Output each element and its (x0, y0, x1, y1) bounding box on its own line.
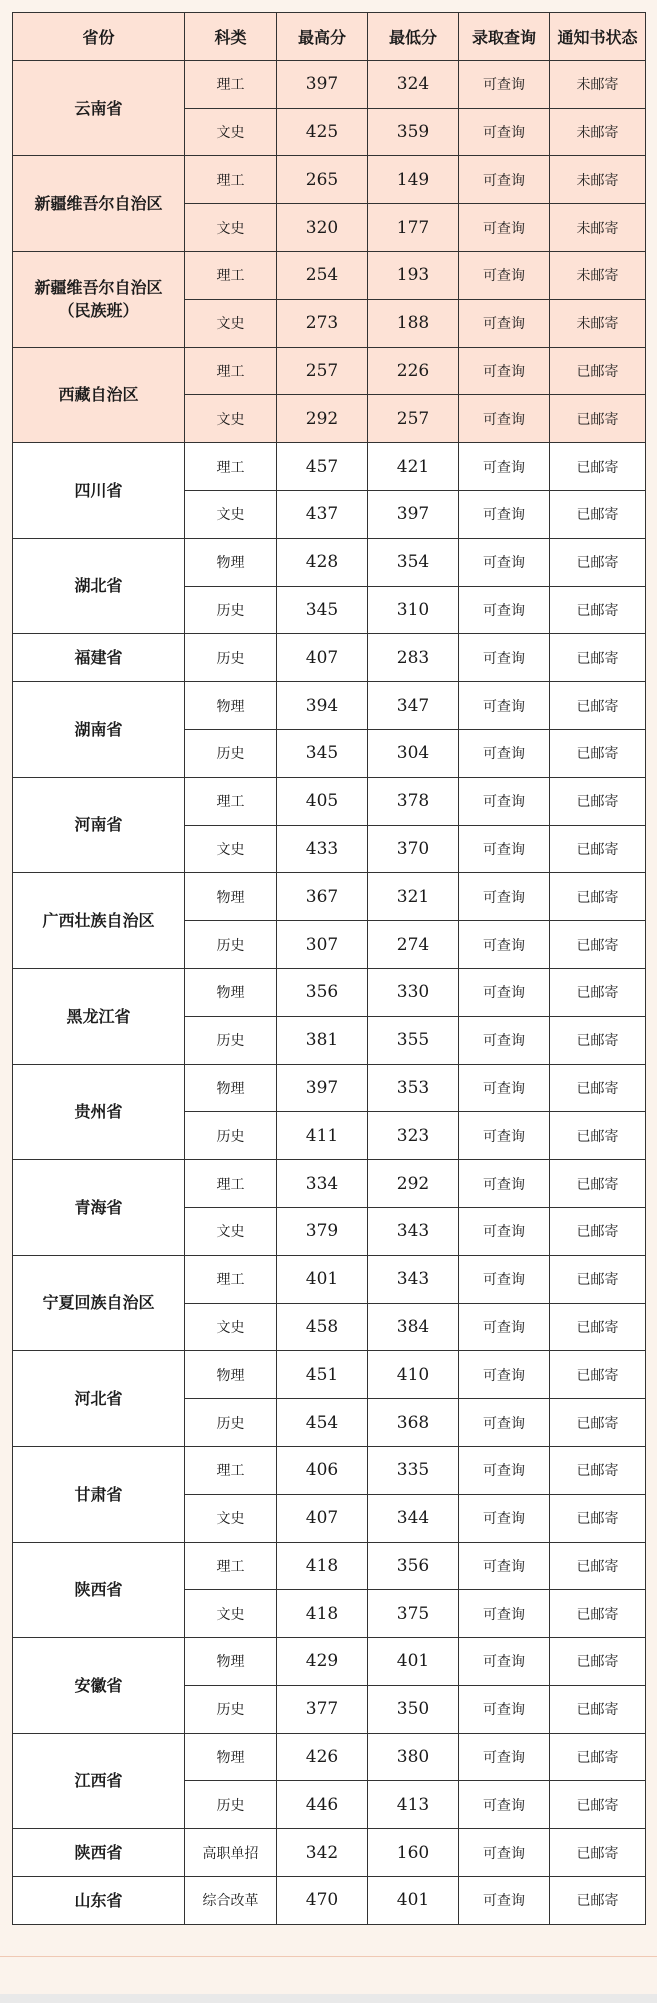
admission-query-cell: 可查询 (459, 1877, 550, 1925)
subject-cell: 理工 (185, 60, 277, 108)
notice-status-cell: 已邮寄 (550, 1781, 646, 1829)
min-score-cell: 226 (368, 347, 459, 395)
province-name-line: 福建省 (74, 648, 123, 668)
notice-status-cell: 未邮寄 (550, 60, 646, 108)
table-row (13, 156, 646, 204)
min-score-cell: 410 (368, 1351, 459, 1399)
subject-cell: 物理 (185, 1638, 277, 1686)
min-score-cell: 323 (368, 1112, 459, 1160)
admission-query-cell: 可查询 (459, 1112, 550, 1160)
table-header-row (13, 13, 646, 61)
subject-cell: 历史 (185, 729, 277, 777)
subject-cell: 物理 (185, 1064, 277, 1112)
subject-cell: 理工 (185, 156, 277, 204)
min-score-cell: 384 (368, 1303, 459, 1351)
notice-status-cell: 已邮寄 (550, 1351, 646, 1399)
subject-cell: 文史 (185, 1494, 277, 1542)
subject-cell: 理工 (185, 1542, 277, 1590)
subject-cell: 文史 (185, 825, 277, 873)
min-score-cell: 343 (368, 1207, 459, 1255)
province-cell (13, 1733, 185, 1829)
header-province: 省份 (13, 13, 185, 61)
notice-status-cell: 未邮寄 (550, 108, 646, 156)
notice-status-cell: 已邮寄 (550, 921, 646, 969)
min-score-cell: 324 (368, 60, 459, 108)
min-score-cell: 310 (368, 586, 459, 634)
min-score-cell: 368 (368, 1399, 459, 1447)
admission-query-cell: 可查询 (459, 921, 550, 969)
admission-query-cell: 可查询 (459, 1542, 550, 1590)
notice-status-cell: 已邮寄 (550, 1685, 646, 1733)
province-cell (13, 968, 185, 1064)
min-score-cell: 355 (368, 1016, 459, 1064)
admission-query-cell: 可查询 (459, 1446, 550, 1494)
province-name-line: 贵州省 (74, 1102, 123, 1122)
footer-divider (0, 1956, 657, 1957)
admission-query-cell: 可查询 (459, 1685, 550, 1733)
bottom-strip (0, 1994, 657, 2003)
subject-cell: 文史 (185, 299, 277, 347)
province-name-line: 河南省 (74, 815, 123, 835)
province-name-line: 黑龙江省 (66, 1006, 131, 1026)
subject-cell: 理工 (185, 251, 277, 299)
max-score-cell: 407 (277, 634, 368, 682)
province-name-line: 甘肃省 (74, 1484, 123, 1504)
max-score-cell: 418 (277, 1590, 368, 1638)
min-score-cell: 330 (368, 968, 459, 1016)
province-name-line: 广西壮族自治区 (42, 911, 155, 931)
table-row (13, 968, 646, 1016)
admission-query-cell: 可查询 (459, 443, 550, 491)
min-score-cell: 257 (368, 395, 459, 443)
subject-cell: 历史 (185, 1399, 277, 1447)
notice-status-cell: 已邮寄 (550, 825, 646, 873)
province-name-line: 新疆维吾尔自治区 (34, 194, 163, 214)
notice-status-cell: 未邮寄 (550, 251, 646, 299)
min-score-cell: 413 (368, 1781, 459, 1829)
province-cell (13, 1877, 185, 1925)
subject-cell: 文史 (185, 204, 277, 252)
min-score-cell: 335 (368, 1446, 459, 1494)
min-score-cell: 193 (368, 251, 459, 299)
admission-query-cell: 可查询 (459, 60, 550, 108)
province-name-line: 河北省 (74, 1389, 123, 1409)
admission-query-cell: 可查询 (459, 1160, 550, 1208)
province-name-line: 西藏自治区 (58, 385, 139, 405)
notice-status-cell: 未邮寄 (550, 156, 646, 204)
subject-cell: 理工 (185, 443, 277, 491)
notice-status-cell: 已邮寄 (550, 1542, 646, 1590)
table-row (13, 1446, 646, 1494)
province-cell (13, 1638, 185, 1734)
max-score-cell: 334 (277, 1160, 368, 1208)
table-row (13, 538, 646, 586)
header-admission-query: 录取查询 (459, 13, 550, 61)
min-score-cell: 292 (368, 1160, 459, 1208)
province-name-line: 陕西省 (74, 1580, 123, 1600)
max-score-cell: 405 (277, 777, 368, 825)
min-score-cell: 160 (368, 1829, 459, 1877)
max-score-cell: 257 (277, 347, 368, 395)
notice-status-cell: 已邮寄 (550, 1207, 646, 1255)
province-cell (13, 251, 185, 347)
notice-status-cell: 已邮寄 (550, 1064, 646, 1112)
min-score-cell: 177 (368, 204, 459, 252)
table-row (13, 873, 646, 921)
max-score-cell: 273 (277, 299, 368, 347)
notice-status-cell: 已邮寄 (550, 490, 646, 538)
max-score-cell: 307 (277, 921, 368, 969)
province-name-line: 湖南省 (74, 719, 123, 739)
subject-cell: 高职单招 (185, 1829, 277, 1877)
notice-status-cell: 已邮寄 (550, 1255, 646, 1303)
province-name-line: 新疆维吾尔自治区 (34, 278, 163, 298)
table-row (13, 682, 646, 730)
notice-status-cell: 已邮寄 (550, 1877, 646, 1925)
subject-cell: 历史 (185, 1685, 277, 1733)
min-score-cell: 353 (368, 1064, 459, 1112)
notice-status-cell: 已邮寄 (550, 1494, 646, 1542)
max-score-cell: 446 (277, 1781, 368, 1829)
max-score-cell: 254 (277, 251, 368, 299)
admission-query-cell: 可查询 (459, 682, 550, 730)
admission-query-cell: 可查询 (459, 538, 550, 586)
header-notice-status: 通知书状态 (550, 13, 646, 61)
subject-cell: 文史 (185, 108, 277, 156)
notice-status-cell: 已邮寄 (550, 1112, 646, 1160)
min-score-cell: 356 (368, 1542, 459, 1590)
subject-cell: 文史 (185, 1207, 277, 1255)
table-row (13, 1733, 646, 1781)
subject-cell: 理工 (185, 1446, 277, 1494)
max-score-cell: 320 (277, 204, 368, 252)
min-score-cell: 343 (368, 1255, 459, 1303)
admission-query-cell: 可查询 (459, 1303, 550, 1351)
max-score-cell: 470 (277, 1877, 368, 1925)
admission-query-cell: 可查询 (459, 1590, 550, 1638)
max-score-cell: 406 (277, 1446, 368, 1494)
province-cell (13, 347, 185, 443)
notice-status-cell: 已邮寄 (550, 1399, 646, 1447)
subject-cell: 理工 (185, 1160, 277, 1208)
subject-cell: 理工 (185, 1255, 277, 1303)
notice-status-cell: 已邮寄 (550, 1446, 646, 1494)
admission-query-cell: 可查询 (459, 1351, 550, 1399)
min-score-cell: 421 (368, 443, 459, 491)
max-score-cell: 437 (277, 490, 368, 538)
admission-query-cell: 可查询 (459, 1016, 550, 1064)
subject-cell: 物理 (185, 1733, 277, 1781)
subject-cell: 物理 (185, 682, 277, 730)
min-score-cell: 149 (368, 156, 459, 204)
subject-cell: 文史 (185, 1590, 277, 1638)
subject-cell: 理工 (185, 777, 277, 825)
province-name-line: 云南省 (74, 98, 123, 118)
max-score-cell: 433 (277, 825, 368, 873)
table-row (13, 251, 646, 299)
notice-status-cell: 已邮寄 (550, 347, 646, 395)
table-row (13, 634, 646, 682)
max-score-cell: 356 (277, 968, 368, 1016)
admission-query-cell: 可查询 (459, 299, 550, 347)
notice-status-cell: 已邮寄 (550, 586, 646, 634)
province-cell (13, 873, 185, 969)
notice-status-cell: 已邮寄 (550, 538, 646, 586)
province-cell (13, 443, 185, 539)
admission-query-cell: 可查询 (459, 586, 550, 634)
table-row (13, 1877, 646, 1925)
max-score-cell: 429 (277, 1638, 368, 1686)
admission-query-cell: 可查询 (459, 1399, 550, 1447)
admission-query-cell: 可查询 (459, 825, 550, 873)
max-score-cell: 397 (277, 1064, 368, 1112)
header-max-score: 最高分 (277, 13, 368, 61)
table-row (13, 60, 646, 108)
admission-scores-table-wrap (12, 12, 645, 1925)
province-cell (13, 634, 185, 682)
admission-query-cell: 可查询 (459, 395, 550, 443)
max-score-cell: 418 (277, 1542, 368, 1590)
notice-status-cell: 未邮寄 (550, 299, 646, 347)
admission-query-cell: 可查询 (459, 873, 550, 921)
notice-status-cell: 已邮寄 (550, 729, 646, 777)
province-name-line: 安徽省 (74, 1675, 123, 1695)
max-score-cell: 397 (277, 60, 368, 108)
notice-status-cell: 已邮寄 (550, 395, 646, 443)
max-score-cell: 379 (277, 1207, 368, 1255)
min-score-cell: 397 (368, 490, 459, 538)
admission-query-cell: 可查询 (459, 1829, 550, 1877)
subject-cell: 综合改革 (185, 1877, 277, 1925)
notice-status-cell: 已邮寄 (550, 1160, 646, 1208)
max-score-cell: 428 (277, 538, 368, 586)
header-subject: 科类 (185, 13, 277, 61)
max-score-cell: 377 (277, 1685, 368, 1733)
min-score-cell: 401 (368, 1638, 459, 1686)
admission-query-cell: 可查询 (459, 1255, 550, 1303)
min-score-cell: 350 (368, 1685, 459, 1733)
notice-status-cell: 已邮寄 (550, 777, 646, 825)
admission-query-cell: 可查询 (459, 729, 550, 777)
min-score-cell: 370 (368, 825, 459, 873)
admission-query-cell: 可查询 (459, 634, 550, 682)
subject-cell: 历史 (185, 1016, 277, 1064)
province-name-line: 四川省 (74, 480, 123, 500)
province-cell (13, 682, 185, 778)
max-score-cell: 458 (277, 1303, 368, 1351)
max-score-cell: 425 (277, 108, 368, 156)
notice-status-cell: 已邮寄 (550, 1016, 646, 1064)
subject-cell: 物理 (185, 1351, 277, 1399)
table-body (13, 60, 646, 1924)
min-score-cell: 378 (368, 777, 459, 825)
max-score-cell: 265 (277, 156, 368, 204)
table-row (13, 1638, 646, 1686)
province-cell (13, 1160, 185, 1256)
table-row (13, 1351, 646, 1399)
province-name-line: 陕西省 (74, 1843, 123, 1863)
min-score-cell: 401 (368, 1877, 459, 1925)
max-score-cell: 407 (277, 1494, 368, 1542)
max-score-cell: 401 (277, 1255, 368, 1303)
province-cell (13, 1446, 185, 1542)
subject-cell: 历史 (185, 1112, 277, 1160)
province-name-line: 山东省 (74, 1890, 123, 1910)
max-score-cell: 367 (277, 873, 368, 921)
table-row (13, 443, 646, 491)
subject-cell: 文史 (185, 1303, 277, 1351)
table-row (13, 1160, 646, 1208)
notice-status-cell: 已邮寄 (550, 1733, 646, 1781)
max-score-cell: 411 (277, 1112, 368, 1160)
notice-status-cell: 已邮寄 (550, 1590, 646, 1638)
admission-query-cell: 可查询 (459, 1781, 550, 1829)
min-score-cell: 188 (368, 299, 459, 347)
max-score-cell: 426 (277, 1733, 368, 1781)
subject-cell: 文史 (185, 490, 277, 538)
table-row (13, 777, 646, 825)
notice-status-cell: 已邮寄 (550, 1303, 646, 1351)
subject-cell: 历史 (185, 634, 277, 682)
min-score-cell: 344 (368, 1494, 459, 1542)
province-name-line: 湖北省 (74, 576, 123, 596)
province-cell (13, 1829, 185, 1877)
table-row (13, 1829, 646, 1877)
notice-status-cell: 已邮寄 (550, 968, 646, 1016)
notice-status-cell: 已邮寄 (550, 634, 646, 682)
subject-cell: 文史 (185, 395, 277, 443)
min-score-cell: 380 (368, 1733, 459, 1781)
max-score-cell: 381 (277, 1016, 368, 1064)
min-score-cell: 359 (368, 108, 459, 156)
province-cell (13, 1064, 185, 1160)
max-score-cell: 292 (277, 395, 368, 443)
province-name-line: 宁夏回族自治区 (42, 1293, 155, 1313)
subject-cell: 理工 (185, 347, 277, 395)
admission-query-cell: 可查询 (459, 1064, 550, 1112)
min-score-cell: 274 (368, 921, 459, 969)
notice-status-cell: 已邮寄 (550, 1829, 646, 1877)
notice-status-cell: 已邮寄 (550, 873, 646, 921)
admission-query-cell: 可查询 (459, 1733, 550, 1781)
admission-query-cell: 可查询 (459, 108, 550, 156)
province-cell (13, 777, 185, 873)
max-score-cell: 342 (277, 1829, 368, 1877)
admission-query-cell: 可查询 (459, 490, 550, 538)
table-row (13, 347, 646, 395)
admission-query-cell: 可查询 (459, 1207, 550, 1255)
province-cell (13, 60, 185, 156)
province-cell (13, 538, 185, 634)
max-score-cell: 345 (277, 586, 368, 634)
province-cell (13, 1542, 185, 1638)
province-name-line: 江西省 (74, 1771, 123, 1791)
min-score-cell: 321 (368, 873, 459, 921)
admission-query-cell: 可查询 (459, 968, 550, 1016)
notice-status-cell: 已邮寄 (550, 443, 646, 491)
notice-status-cell: 已邮寄 (550, 1638, 646, 1686)
max-score-cell: 394 (277, 682, 368, 730)
min-score-cell: 283 (368, 634, 459, 682)
max-score-cell: 451 (277, 1351, 368, 1399)
subject-cell: 历史 (185, 1781, 277, 1829)
admission-query-cell: 可查询 (459, 777, 550, 825)
subject-cell: 物理 (185, 538, 277, 586)
min-score-cell: 304 (368, 729, 459, 777)
admission-scores-table (12, 12, 646, 1925)
notice-status-cell: 已邮寄 (550, 682, 646, 730)
min-score-cell: 354 (368, 538, 459, 586)
table-row (13, 1255, 646, 1303)
province-name-line: 青海省 (74, 1197, 123, 1217)
province-cell (13, 156, 185, 252)
province-name-line: （民族班） (58, 301, 139, 321)
subject-cell: 物理 (185, 968, 277, 1016)
province-cell (13, 1351, 185, 1447)
subject-cell: 历史 (185, 921, 277, 969)
max-score-cell: 457 (277, 443, 368, 491)
header-min-score: 最低分 (368, 13, 459, 61)
min-score-cell: 347 (368, 682, 459, 730)
max-score-cell: 345 (277, 729, 368, 777)
subject-cell: 物理 (185, 873, 277, 921)
admission-query-cell: 可查询 (459, 251, 550, 299)
min-score-cell: 375 (368, 1590, 459, 1638)
admission-query-cell: 可查询 (459, 1494, 550, 1542)
province-cell (13, 1255, 185, 1351)
admission-query-cell: 可查询 (459, 1638, 550, 1686)
admission-query-cell: 可查询 (459, 204, 550, 252)
admission-query-cell: 可查询 (459, 347, 550, 395)
notice-status-cell: 未邮寄 (550, 204, 646, 252)
subject-cell: 历史 (185, 586, 277, 634)
table-row (13, 1542, 646, 1590)
admission-query-cell: 可查询 (459, 156, 550, 204)
max-score-cell: 454 (277, 1399, 368, 1447)
table-row (13, 1064, 646, 1112)
